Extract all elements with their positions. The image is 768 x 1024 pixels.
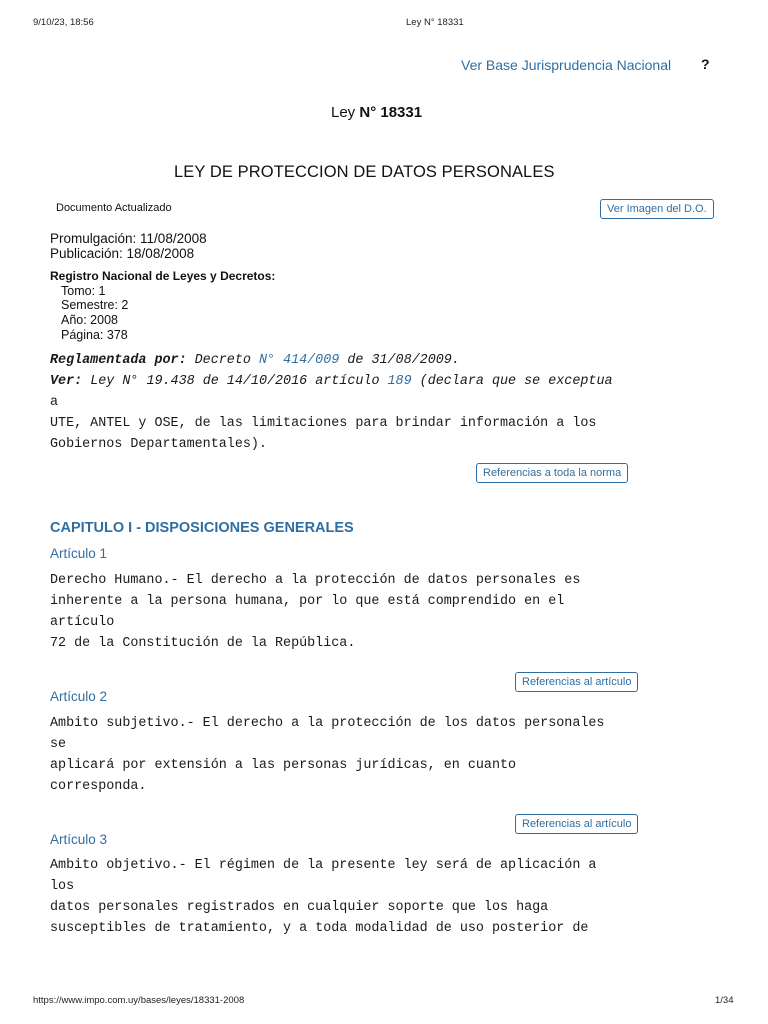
- articulo-1-line: inherente a la persona humana, por lo que está comprendido en el: [50, 594, 565, 609]
- ver-text: Ley N° 19.438 de 14/10/2016 artículo: [82, 374, 388, 389]
- law-title-prefix: Ley: [331, 104, 356, 121]
- help-icon[interactable]: ?: [701, 56, 710, 72]
- reglamentada-label: Reglamentada por:: [50, 353, 187, 368]
- capitulo-heading: CAPITULO I - DISPOSICIONES GENERALES: [50, 520, 354, 536]
- articulo-2-line: Ambito subjetivo.- El derecho a la protección de los datos personales: [50, 716, 605, 731]
- registro-tomo: Tomo: 1: [61, 284, 106, 298]
- registro-title: Registro Nacional de Leyes y Decretos:: [50, 269, 276, 283]
- ver-imagen-button[interactable]: Ver Imagen del D.O.: [600, 199, 714, 219]
- doc-status: Documento Actualizado: [56, 202, 172, 214]
- registro-pagina: Página: 378: [61, 328, 128, 342]
- referencias-articulo-1-button[interactable]: Referencias al artículo: [515, 672, 638, 692]
- print-page-title: Ley N° 18331: [406, 17, 464, 28]
- law-title-number: N° 18331: [359, 104, 423, 121]
- law-title: [331, 104, 422, 121]
- articulo-189-link[interactable]: 189: [387, 374, 412, 389]
- articulo-2-line: se: [50, 737, 67, 752]
- law-name: LEY DE PROTECCION DE DATOS PERSONALES: [174, 163, 555, 181]
- decreto-link[interactable]: N° 414/009: [258, 353, 340, 368]
- ver-line-1: [50, 371, 613, 392]
- print-url: https://www.impo.com.uy/bases/leyes/18331-2008: [33, 995, 245, 1006]
- articulo-3-line: los: [50, 879, 75, 894]
- publicacion: Publicación: 18/08/2008: [50, 246, 195, 261]
- articulo-2-label[interactable]: Artículo 2: [50, 689, 108, 704]
- articulo-2-line: aplicará por extensión a las personas jurídicas, en cuanto: [50, 758, 517, 773]
- referencias-norma-button[interactable]: Referencias a toda la norma: [476, 463, 628, 483]
- reglamentada-line: [50, 350, 460, 371]
- reglamentada-date: de 31/08/2009.: [339, 353, 460, 368]
- reglamentada-text: Decreto: [186, 353, 259, 368]
- ver-line-2: a: [50, 395, 59, 410]
- ver-label: Ver:: [50, 374, 83, 389]
- articulo-3-label[interactable]: Artículo 3: [50, 832, 108, 847]
- articulo-1-line: 72 de la Constitución de la República.: [50, 636, 356, 651]
- ver-text-2: (declara que se exceptua: [411, 374, 613, 389]
- print-page-number: 1/34: [715, 995, 734, 1006]
- promulgacion: Promulgación: 11/08/2008: [50, 231, 207, 246]
- articulo-3-line: susceptibles de tratamiento, y a toda modalidad de uso posterior de: [50, 921, 589, 936]
- registro-semestre: Semestre: 2: [61, 298, 129, 312]
- registro-anio: Año: 2008: [61, 313, 118, 327]
- referencias-articulo-2-button[interactable]: Referencias al artículo: [515, 814, 638, 834]
- ver-line-4: Gobiernos Departamentales).: [50, 437, 267, 452]
- print-datetime: 9/10/23, 18:56: [33, 17, 94, 28]
- articulo-2-line: corresponda.: [50, 779, 147, 794]
- articulo-1-line: artículo: [50, 615, 115, 630]
- articulo-1-label[interactable]: Artículo 1: [50, 546, 108, 561]
- articulo-1-line: Derecho Humano.- El derecho a la protección de datos personales es: [50, 573, 581, 588]
- articulo-3-line: datos personales registrados en cualquier soporte que los haga: [50, 900, 549, 915]
- ver-line-3: UTE, ANTEL y OSE, de las limitaciones para brindar información a los: [50, 416, 597, 431]
- articulo-3-line: Ambito objetivo.- El régimen de la presente ley será de aplicación a: [50, 858, 597, 873]
- jurisprudencia-link[interactable]: Ver Base Jurisprudencia Nacional: [461, 57, 672, 73]
